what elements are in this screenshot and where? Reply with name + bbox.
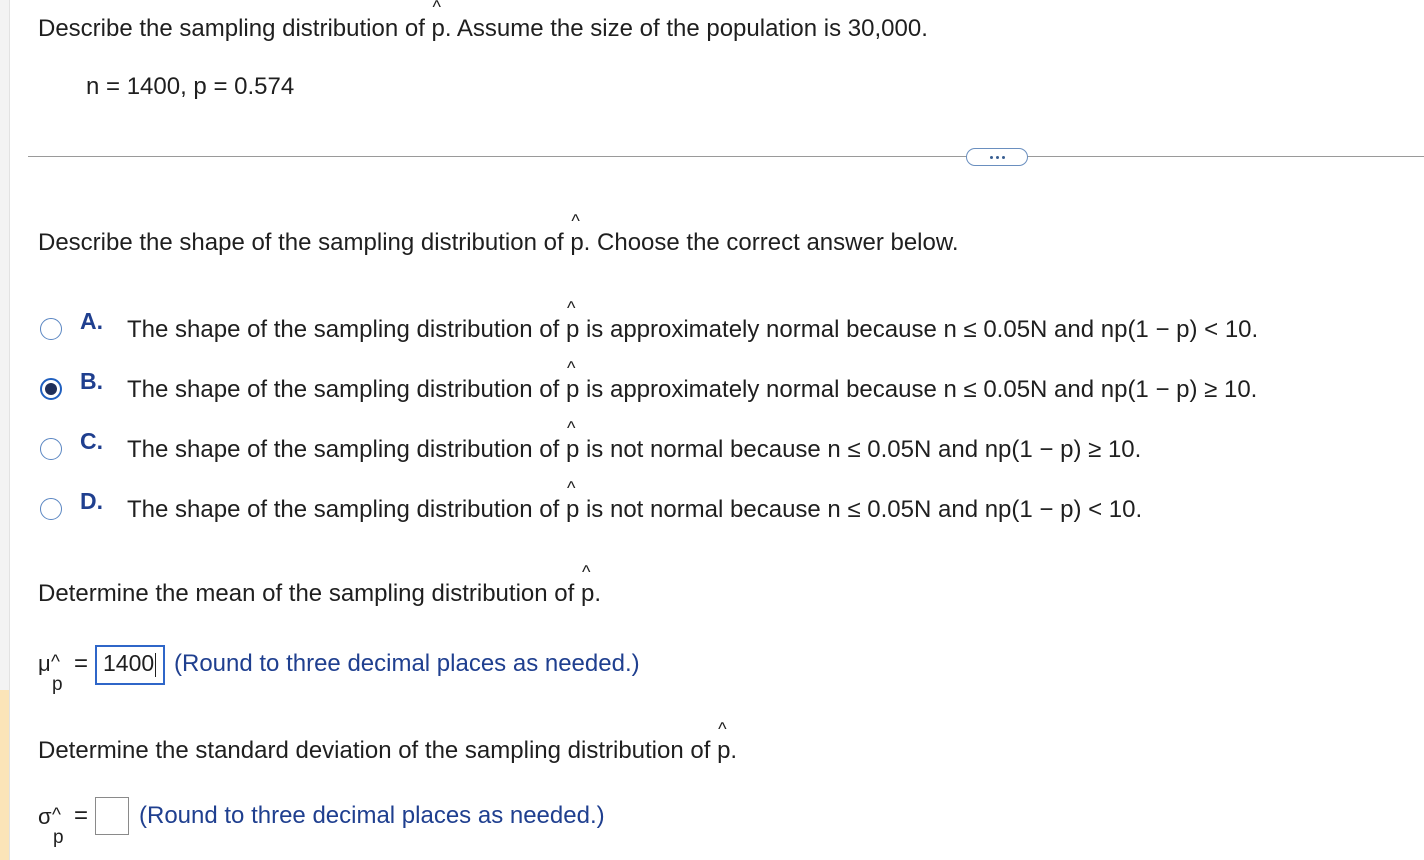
expand-more-button[interactable]: [966, 148, 1028, 166]
question-params: n = 1400, p = 0.574: [86, 73, 295, 100]
section-divider: [28, 156, 1424, 157]
equals-sign: =: [74, 650, 89, 677]
hat-symbol: ^: [52, 805, 61, 826]
p-hat-symbol: ^ p: [717, 737, 730, 765]
radio-option-d[interactable]: [40, 498, 62, 520]
sd-rounding-hint: (Round to three decimal places as needed.): [139, 802, 605, 829]
equals-sign: =: [74, 802, 89, 829]
radio-option-b-selected[interactable]: [40, 378, 62, 400]
p-hat-symbol: ^ p: [570, 229, 583, 257]
sd-answer-input[interactable]: [95, 797, 129, 835]
p-hat-symbol: ^ p: [566, 496, 579, 524]
option-text: The shape of the sampling distribution of ^ p is not normal because n ≤ 0.05N and np(1 − p) < 10.: [127, 496, 1142, 524]
radio-option-c[interactable]: [40, 438, 62, 460]
p-hat-symbol: ^ p: [581, 580, 594, 608]
p-hat-symbol: ^ p: [566, 316, 579, 344]
subscript-p: p: [53, 827, 64, 848]
option-letter: A.: [80, 308, 103, 334]
dot-icon: [1002, 156, 1005, 159]
sd-prompt: Determine the standard deviation of the sampling distribution of ^ p.: [38, 737, 737, 765]
mean-rounding-hint: (Round to three decimal places as needed.): [174, 650, 640, 677]
option-letter: D.: [80, 488, 103, 514]
mean-answer-input[interactable]: 1400: [95, 645, 165, 685]
option-text: The shape of the sampling distribution of ^ p is not normal because n ≤ 0.05N and np(1 − p) ≥ 10.: [127, 436, 1141, 464]
shape-prompt: Describe the shape of the sampling distribution of ^ p. Choose the correct answer below.: [38, 229, 959, 257]
p-hat-symbol: ^ p: [566, 376, 579, 404]
radio-option-a[interactable]: [40, 318, 62, 340]
option-text: The shape of the sampling distribution of ^ p is approximately normal because n ≤ 0.05N and np(1 − p) ≥ 10.: [127, 376, 1257, 404]
question-intro: Describe the sampling distribution of ^ p. Assume the size of the population is 30,000.: [38, 15, 928, 43]
option-text: The shape of the sampling distribution of ^ p is approximately normal because n ≤ 0.05N and np(1 − p) < 10.: [127, 316, 1258, 344]
sigma-symbol: σ: [38, 804, 52, 829]
option-letter: C.: [80, 428, 103, 454]
p-hat-symbol: ^ p: [566, 436, 579, 464]
left-accent-strip: [0, 690, 9, 860]
dot-icon: [990, 156, 993, 159]
dot-icon: [996, 156, 999, 159]
p-hat-symbol: ^ p: [432, 15, 445, 43]
mu-symbol: μ: [38, 651, 51, 676]
text-caret: [155, 653, 156, 677]
option-letter: B.: [80, 368, 103, 394]
mean-prompt: Determine the mean of the sampling distribution of ^ p.: [38, 580, 601, 608]
hat-symbol: ^: [51, 652, 60, 673]
subscript-p: p: [52, 674, 63, 695]
